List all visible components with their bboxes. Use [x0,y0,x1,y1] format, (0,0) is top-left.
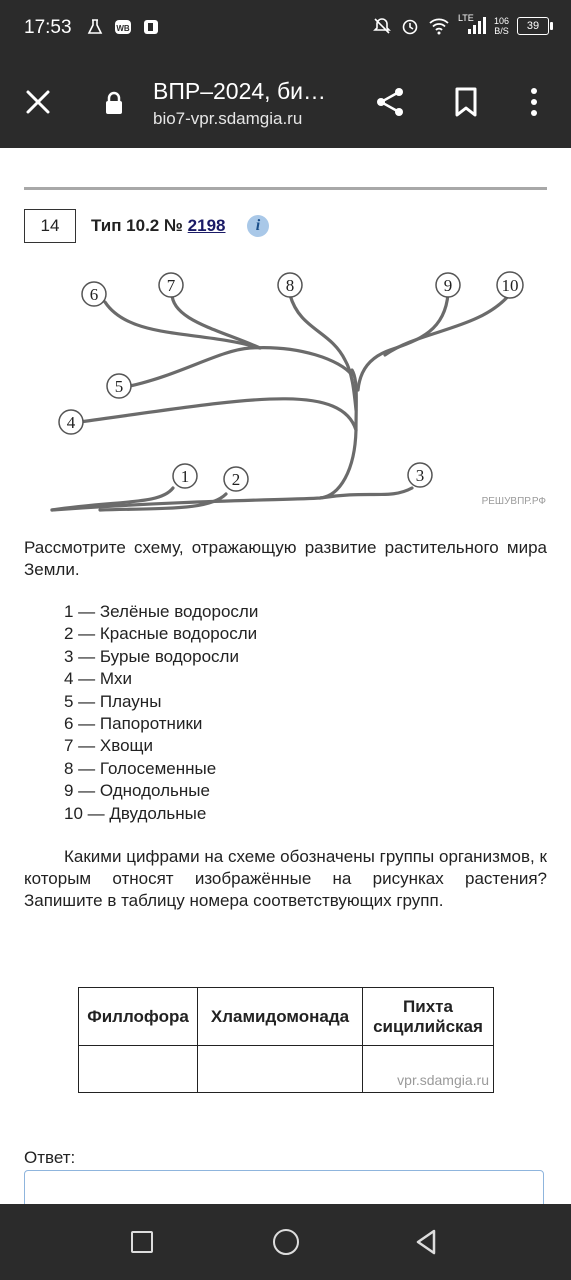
table-header: Хламидомонада [198,988,363,1046]
more-menu-icon[interactable] [524,86,544,118]
table-cell [198,1046,363,1093]
legend-item: 4 — Мхи [64,669,133,689]
node-7 [159,273,183,297]
node-8 [278,273,302,297]
flask-icon [86,18,104,36]
trunk [52,370,356,510]
question-number: 14 [24,209,76,243]
legend-list [64,601,258,825]
branch-9 [358,294,448,390]
page-content [0,148,571,1204]
legend-item: 5 — Плауны [64,691,162,711]
status-right [372,13,549,36]
table-cell [363,1046,494,1093]
share-icon[interactable] [374,86,406,118]
mute-icon [372,16,392,36]
net-speed-value: 106 [493,16,509,26]
recents-icon[interactable] [131,1231,153,1253]
divider [24,187,547,190]
question-type-prefix: Тип 10.2 № [91,216,188,235]
svg-text:7: 7 [166,276,176,295]
branch-4 [80,399,356,430]
svg-text:1: 1 [180,467,190,486]
legend-item: 7 — Хвощи [64,736,154,756]
legend-item: 9 — Однодольные [64,781,210,801]
lock-icon [104,91,124,115]
legend-item: 8 — Голосеменные [64,758,217,778]
net-speed [494,16,509,36]
svg-text:8: 8 [285,276,295,295]
table-header: Пихта сицилийская [363,988,494,1046]
question-type [91,216,226,236]
legend-item: 3 — Бурые водоросли [64,646,239,666]
table-header: Филлофора [79,988,198,1046]
answer-input[interactable] [24,1170,544,1204]
node-3 [408,463,432,487]
signal-icon [457,13,486,36]
wb-icon [114,18,132,36]
info-icon[interactable]: i [247,215,269,237]
svg-text:4: 4 [66,413,76,432]
table-watermark: vpr.sdamgia.ru [397,1072,489,1088]
browser-toolbar [0,56,571,148]
wifi-icon [428,16,450,36]
node-4 [59,410,83,434]
node-2 [224,467,248,491]
app-icon [142,18,160,36]
node-1 [173,464,197,488]
intro-text: Рассмотрите схему, отражающую развитие растительного мира Земли. [24,538,547,579]
page-url[interactable]: bio7-vpr.sdamgia.ru [153,109,303,128]
status-left-icons [86,18,160,36]
legend-item: 1 — Зелёные водоросли [64,602,259,621]
question-prompt: Какими цифрами на схеме обозначены группы организмов, к которым относят изображённые на рисунках растения? Запишите в таблицу номера соответствующих групп. [24,847,547,910]
evolution-diagram [40,260,550,520]
net-speed-unit: B/S [494,26,509,36]
svg-text:WB: WB [116,24,130,33]
svg-text:3: 3 [415,466,425,485]
svg-text:9: 9 [443,276,453,295]
network-type: LTE [457,13,474,23]
bookmark-icon[interactable] [454,87,478,117]
diagram-watermark: РЕШУВПР.РФ [481,496,546,507]
svg-text:2: 2 [231,470,241,489]
svg-text:10: 10 [501,276,519,295]
page-title: ВПР–2024, би… [153,78,326,104]
node-10 [497,272,523,298]
status-time: 17:53 [24,17,72,38]
status-bar [0,0,571,56]
svg-text:6: 6 [89,285,99,304]
navigation-bar [0,1204,571,1280]
legend-item: 6 — Папоротники [64,714,203,734]
alarm-icon [400,16,420,36]
battery-icon: 39 [517,17,549,35]
legend-item: 2 — Красные водоросли [64,624,258,644]
node-9 [436,273,460,297]
node-5 [107,374,131,398]
home-icon[interactable] [273,1229,299,1255]
svg-text:5: 5 [114,377,124,396]
question-id-link[interactable]: 2198 [187,216,226,235]
branch-5 [130,348,352,386]
answer-table [78,987,494,1093]
legend-item: 10 — Двудольные [64,803,207,823]
node-6 [82,282,106,306]
answer-label: Ответ: [24,1148,76,1167]
back-icon[interactable] [414,1228,438,1256]
table-cell [79,1046,198,1093]
close-icon[interactable] [24,88,52,116]
branch-6 [105,302,260,348]
